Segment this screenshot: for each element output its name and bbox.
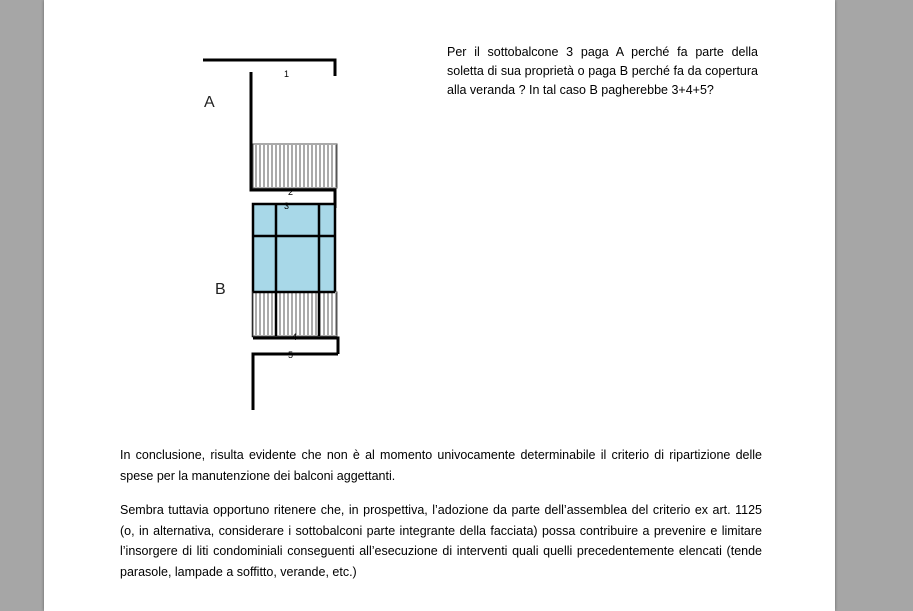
- lower-structure: [253, 338, 338, 410]
- conclusion-paragraph: In conclusione, risulta evidente che non è al momento univocamente determinabile il criterio di ripartizione delle spese per la manutenzione dei balconi aggettanti.: [120, 448, 762, 483]
- hatched-soffit-upper: [253, 144, 337, 188]
- marker-4: 4: [292, 332, 298, 342]
- marker-2: 2: [288, 187, 294, 197]
- label-b: B: [215, 281, 226, 298]
- label-a: A: [204, 94, 215, 111]
- hatched-soffit-lower: [253, 292, 337, 336]
- recommendation-paragraph: Sembra tuttavia opportuno ritenere che, in prospettiva, l’adozione da parte dell’assemblea del criterio ex art. 1125 (o, in alternativa, considerare i sottobalconi parte integrante della facciata) possa contribuire a prevenire e limitare l’insorgere di liti condominiali conseguenti all’esecuzione di interventi quali quelli precedentemente elencati (tende parasole, lampade a soffitto, verande, etc.): [120, 503, 762, 579]
- marker-1: 1: [284, 69, 290, 79]
- document-page: [44, 0, 835, 611]
- marker-5: 5: [288, 350, 294, 360]
- marker-3: 3: [284, 201, 290, 211]
- question-text: Per il sottobalcone 3 paga A perché fa parte della soletta di sua proprietà o paga B perché fa da copertura alla veranda ? In tal caso B pagherebbe 3+4+5?: [447, 45, 758, 97]
